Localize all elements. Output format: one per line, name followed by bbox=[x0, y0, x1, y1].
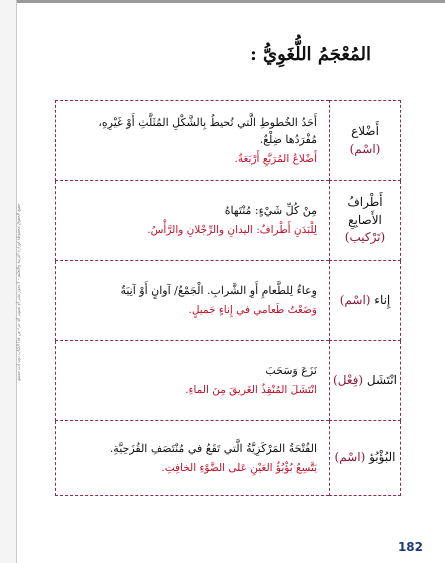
vocab-word-cell bbox=[330, 261, 401, 341]
vocab-word: انْتَشَل bbox=[366, 372, 397, 387]
vocab-row bbox=[56, 421, 401, 496]
vocab-tag: (اسْم) bbox=[334, 450, 366, 465]
vocab-row bbox=[56, 341, 401, 421]
vocab-word: إِناء bbox=[374, 292, 391, 307]
vocab-tag: (اسْم) bbox=[339, 292, 371, 307]
vocab-example: يَتَّسِعُ بُؤْبُؤُ العَيْنِ عَلى الضَّوْءِ الخافِتِ. bbox=[161, 461, 317, 474]
vocab-row bbox=[56, 101, 401, 181]
vocab-word-cell bbox=[330, 341, 401, 421]
vocab-definition-cell bbox=[56, 181, 330, 261]
vocab-word: أَطْرافُ الأَصابِعِ bbox=[347, 195, 383, 227]
vocab-definition: الفُتْحَةُ المَرْكَزِيَّةُ الَّتي تَقَعُ في مُنْتَصَفِ القُزَحِيَّةِ. bbox=[109, 441, 317, 455]
vocab-word: أَضْلاع bbox=[351, 124, 379, 139]
vocab-definition: أَحَدُ الخُطوطِ الَّتي تُحيطُ بِالشَّكْلِ المُثَلَّثِ أَوْ غَيْرِهِ، مُفْرَدُها ضِلْعٌ. bbox=[98, 115, 317, 146]
vocab-row bbox=[56, 181, 401, 261]
vocabulary-table bbox=[55, 100, 401, 496]
vocab-definition: مِنْ كُلِّ شَيْءٍ: مُنْتَهاهُ bbox=[224, 204, 317, 218]
page-top-border bbox=[0, 0, 445, 3]
vocab-definition: نَزَعَ وَسَحَبَ bbox=[265, 364, 317, 378]
vocab-definition: وِعاءٌ لِلطَّعامِ أَوِ الشَّرابِ. الْجَمْعُ/ آوانٍ أَوْ آنِيَةٌ bbox=[120, 284, 317, 298]
page-number: 182 bbox=[397, 540, 423, 554]
vocab-definition-cell bbox=[56, 421, 330, 496]
side-copyright-note bbox=[8, 95, 21, 495]
vocab-word-cell bbox=[330, 421, 401, 496]
side-note-text: جميع الحقوق محفوظة لوزارة التربية والتعليم - لا يجوز نشر أو تصوير أي جزء من هذا الكتاب دون إذن مسبق bbox=[15, 203, 21, 382]
vocab-example: أَضْلاعُ المُرَبَّعِ أَرْبَعَةٌ. bbox=[234, 152, 317, 165]
vocab-tag: (تَرْكيب) bbox=[344, 230, 386, 245]
vocab-tag: (اسْم) bbox=[349, 141, 381, 156]
page-title: المُعْجَمُ اللُّغَوِيُّ : bbox=[250, 44, 371, 65]
vocab-example: لِلْبَدَنِ أَطْرافٌ: اليدانِ والرِّجْلانِ والرَّأْسُ. bbox=[147, 224, 317, 237]
vocab-word-cell bbox=[330, 101, 401, 181]
vocab-word: البُؤْبُؤ bbox=[369, 450, 396, 465]
vocab-tag: (فِعْل) bbox=[333, 372, 364, 387]
vocab-definition-cell bbox=[56, 261, 330, 341]
vocab-example: انْتَشَلَ المُنْقِذُ الغَريقَ مِنَ الماءِ. bbox=[185, 384, 317, 397]
vocab-row bbox=[56, 261, 401, 341]
vocab-definition-cell bbox=[56, 341, 330, 421]
vocab-definition-cell bbox=[56, 101, 330, 181]
vocab-example: وَضَعْتُ طَعامي في إِناءٍ جَميلٍ. bbox=[188, 304, 317, 317]
vocab-word-cell bbox=[330, 181, 401, 261]
